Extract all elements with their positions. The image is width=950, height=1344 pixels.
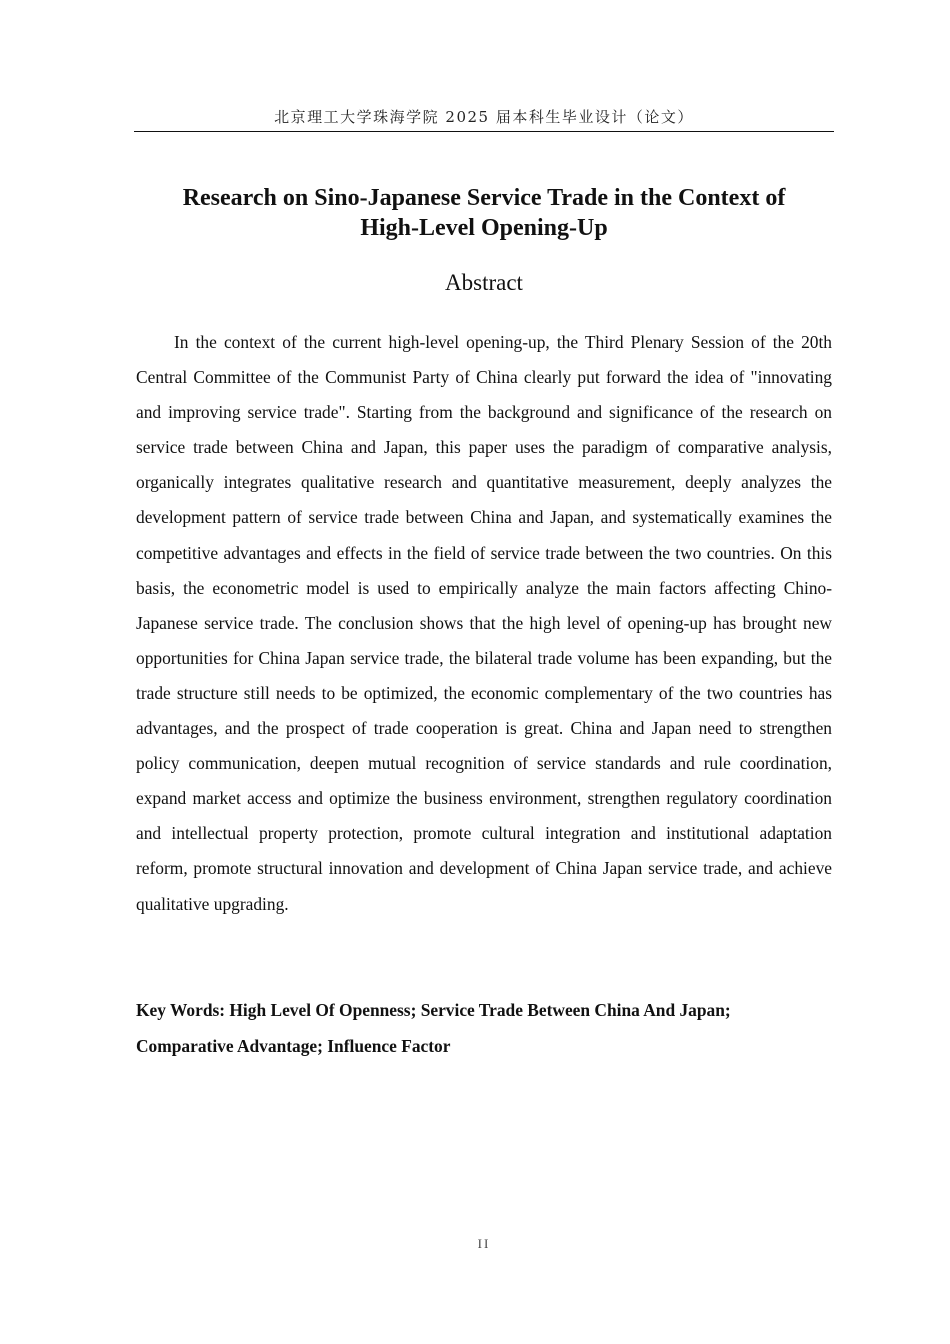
paper-title xyxy=(134,183,834,243)
abstract-body: In the context of the current high-level opening-up, the Third Plenary Session of the 20th Central Committee of the Communist Party of China clearly put forward the idea of "innovating and improving service trade". Starting from the background and significance of the research on service trade between China and Japan, this paper uses the paradigm of comparative analysis, organically integrates qualitative research and quantitative measurement, deeply analyzes the development pattern of service trade between China and Japan, and systematically examines the competitive advantages and effects in the field of service trade between the two countries. On this basis, the econometric model is used to empirically analyze the main factors affecting Chino-Japanese service trade. The conclusion shows that the high level of opening-up has brought new opportunities for China Japan service trade, the bilateral trade volume has been expanding, but the trade structure still needs to be optimized, the economic complementary of the two countries has advantages, and the prospect of trade cooperation is great. China and Japan need to strengthen policy communication, deepen mutual recognition of service standards and rule coordination, expand market access and optimize the business environment, strengthen regulatory coordination and intellectual property protection, promote cultural integration and institutional adaptation reform, promote structural innovation and development of China Japan service trade, and achieve qualitative upgrading. xyxy=(136,332,832,914)
keywords-line-1: Key Words: High Level Of Openness; Service Trade Between China And Japan; xyxy=(136,1000,731,1020)
page-number: II xyxy=(477,1236,491,1251)
keywords-line-2: Comparative Advantage; Influence Factor xyxy=(136,1036,451,1056)
paper-title-line-1: Research on Sino-Japanese Service Trade in the Context of xyxy=(182,185,786,211)
running-header: 北京理工大学珠海学院 2025 届本科生毕业设计（论文） xyxy=(274,108,694,126)
abstract-heading: Abstract xyxy=(445,270,523,295)
paper-title-line-2: High-Level Opening-Up xyxy=(360,215,608,241)
header-rule xyxy=(134,131,834,132)
keywords xyxy=(136,992,832,1064)
